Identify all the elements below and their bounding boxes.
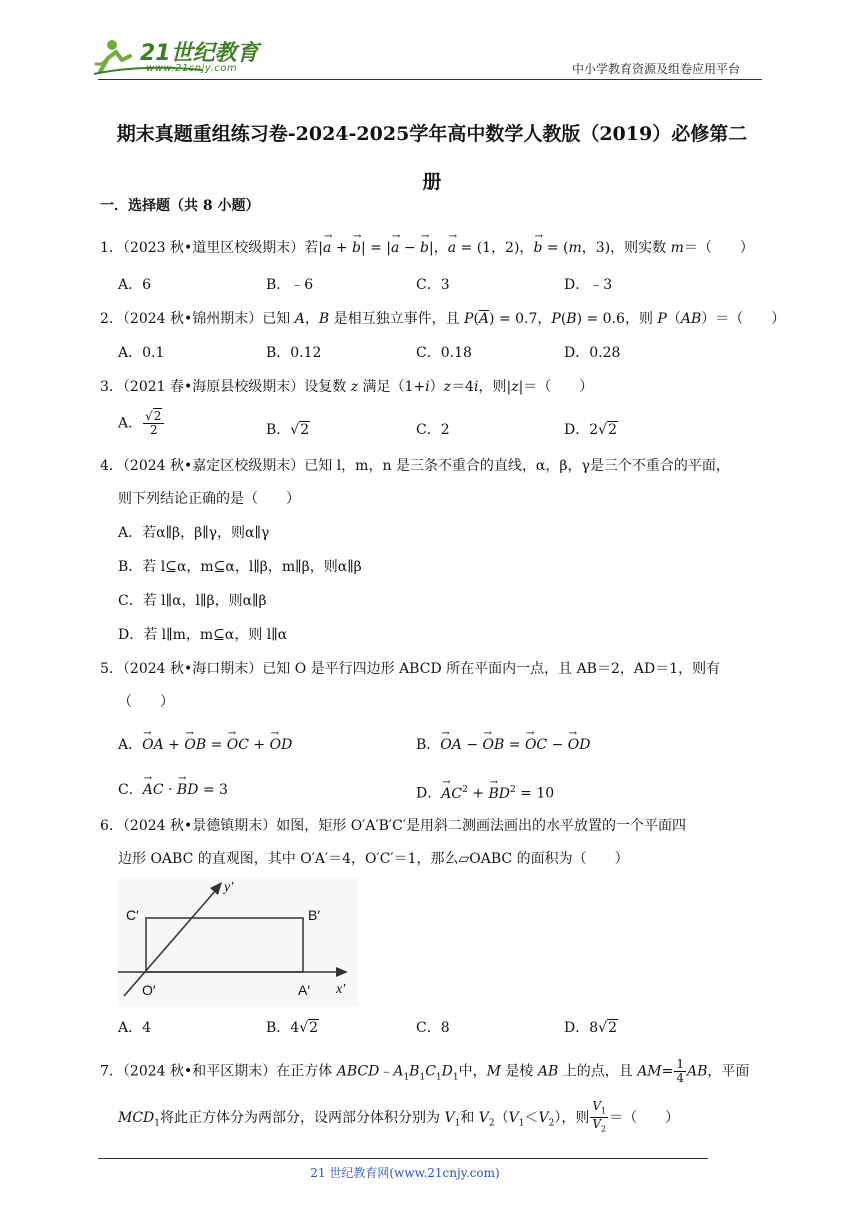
q1-option-b: B．﹣6 <box>266 277 314 293</box>
q5-option-b: B．→ OA − → OB = → OC − → OD <box>416 735 590 755</box>
question-7-line-1: 7．（2024 秋•和平区期末）在正方体 $ABCD﹣A_1B_1C_1D_1$中，M 是棱 AB 上的点，且 AM= $\frac{1}{4}$ AB，平面 <box>100 1057 750 1085</box>
question-5-line-1: 5．（2024 秋•海口期末）已知 O 是平行四边形 ABCD 所在平面内一点，且 AB＝2，AD＝1，则有 <box>100 661 721 677</box>
footer-rule <box>98 1158 708 1159</box>
q1-option-d: D．﹣3 <box>564 277 613 293</box>
q3-option-b: B．√2 <box>266 422 310 438</box>
logo-url: www.21cnjy.com <box>146 63 238 74</box>
header-right-text: 中小学教育资源及组卷应用平台 <box>572 62 741 76</box>
footer-text: 21 世纪教育网(www.21cnjy.com) <box>310 1166 500 1180</box>
q6-option-a: A．4 <box>118 1020 152 1036</box>
section-heading: 一．选择题（共 8 小题） <box>100 198 260 214</box>
question-2: 2．（2024 秋•锦州期末）已知 A，B 是相互独立事件，且 $P(\overline{A}) = 0.7$，P(B) = 0.6，则 P（AB）＝（ ） <box>100 311 786 327</box>
oblique-drawing-figure <box>118 878 358 1006</box>
label-b-prime: B′ <box>308 907 320 923</box>
q2-option-c: C．0.18 <box>416 345 472 361</box>
question-6-line-1: 6．（2024 秋•景德镇期末）如图，矩形 O′A′B′C′是用斜二测画法画出的水平放置的一个平面四 <box>100 818 686 834</box>
q2-option-a: A．0.1 <box>118 345 165 361</box>
question-7-line-2: $MCD_1$将此正方体分为两部分，设两部分体积分别为 $V_1$和 $V_2(V_1<V_2)$，则 $\frac{V_1}{V_2}$ ＝（ ） <box>118 1099 680 1134</box>
title-line-2: 册 <box>422 171 442 193</box>
q3-option-c: C．2 <box>416 422 450 438</box>
q3-option-a: A． $\frac{√2}{2}$ <box>118 410 165 437</box>
question-4-line-1: 4．（2024 秋•嘉定区校级期末）已知 l，m，n 是三条不重合的直线，α，β，γ是三个不重合的平面， <box>100 458 730 474</box>
title-line-1: 期末真题重组练习卷-2024-2025学年高中数学人教版（2019）必修第二 <box>116 123 748 145</box>
label-o-prime: O′ <box>142 982 156 998</box>
logo-title: 21世纪教育 <box>140 41 259 66</box>
q2-option-d: D．0.28 <box>564 345 621 361</box>
label-x-prime: x′ <box>336 982 346 997</box>
q4-option-b: B．若 l⊆α，m⊆α，l∥β，m∥β，则α∥β <box>118 559 362 575</box>
question-4-line-2: 则下列结论正确的是（ ） <box>118 491 300 507</box>
label-c-prime: C′ <box>126 907 139 923</box>
question-3: 3．（2021 春•海原县校级期末）设复数 z 满足（1+i）z＝4i，则|z|＝（ ） <box>100 379 594 395</box>
q5-option-c: C．→ AC · → BD = 3 <box>118 780 228 800</box>
label-a-prime: A′ <box>298 982 310 998</box>
q6-option-c: C．8 <box>416 1020 450 1036</box>
q4-option-a: A．若α∥β，β∥γ，则α∥γ <box>118 525 270 541</box>
q6-option-b: B．4√2 <box>266 1020 319 1036</box>
q1-option-c: C．3 <box>416 277 450 293</box>
q6-option-d: D．8√2 <box>564 1020 617 1036</box>
label-y-prime: y′ <box>224 880 234 895</box>
q4-option-c: C．若 l∥α，l∥β，则α∥β <box>118 593 267 609</box>
page-title <box>100 110 764 206</box>
question-6-line-2: 边形 OABC 的直观图，其中 O′A′＝4，O′C′＝1，那么▱OABC 的面积为（ ） <box>118 851 629 867</box>
question-1: 1．（2023 秋•道里区校级期末）若|→ a + → b| = |→ a − → b|，→ a = (1，2)，→ b = (m，3)，则实数 m＝（ ） <box>100 238 754 258</box>
q1-option-a: A．6 <box>118 277 152 293</box>
q3-option-d: D．2√2 <box>564 422 617 438</box>
q5-option-a: A．→ OA + → OB = → OC + → OD <box>118 735 292 755</box>
q4-option-d: D．若 l∥m，m⊆α，则 l∥α <box>118 627 288 643</box>
question-5-line-2: （ ） <box>118 694 174 710</box>
q5-option-d: D．→ $AC^2$ + → $BD^2 = 10$ <box>416 780 554 804</box>
header-rule <box>98 79 762 80</box>
q2-option-b: B．0.12 <box>266 345 322 361</box>
